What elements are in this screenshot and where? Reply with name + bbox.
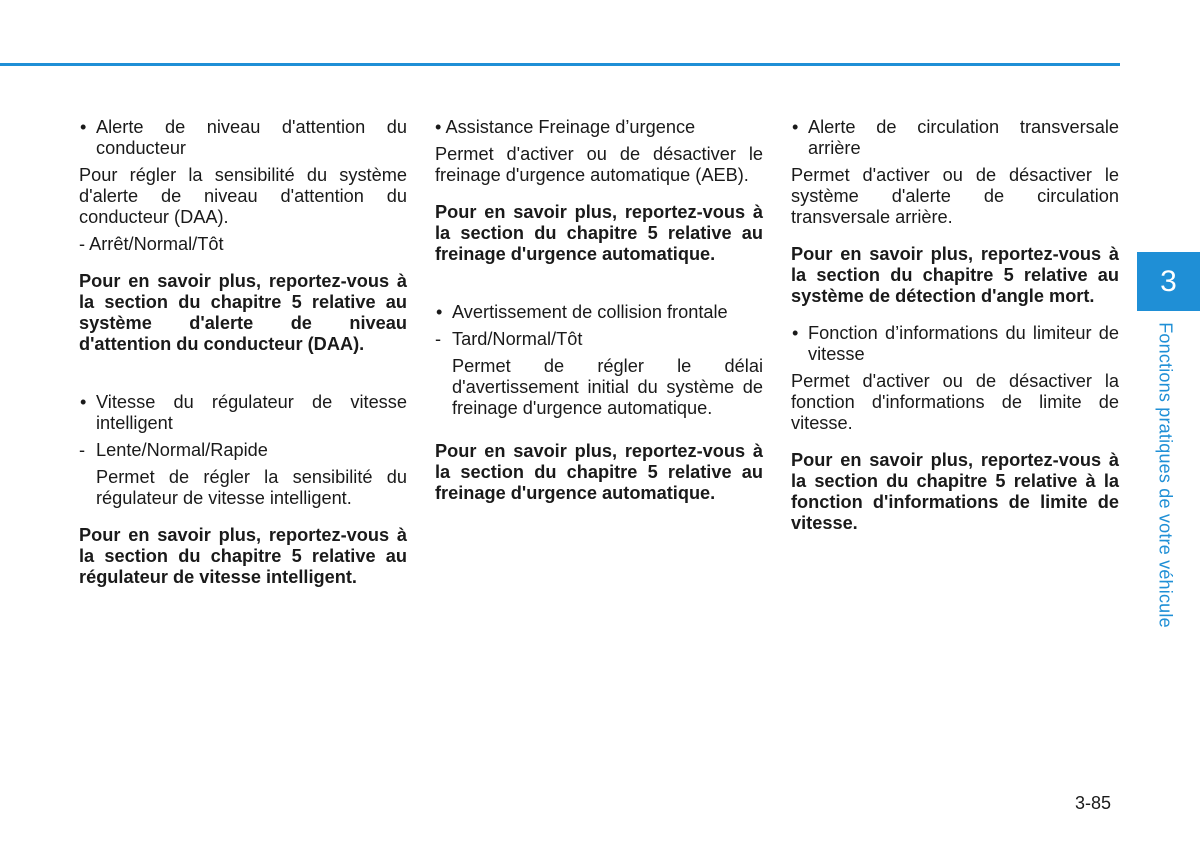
reference-note: Pour en savoir plus, reportez-vous à la section du chapitre 5 relative au freinage d'urgence automatique.: [435, 202, 763, 264]
bullet-marker: •: [792, 323, 799, 343]
item-label: Alerte de niveau d'attention du conducteur: [96, 117, 407, 158]
item-label: Avertissement de collision frontale: [452, 302, 728, 322]
bullet-item: [791, 323, 1119, 365]
item-description: Permet de régler la sensibilité du régulateur de vitesse intelligent.: [96, 467, 407, 508]
item-description: Permet de régler le délai d'avertissement initial du système de freinage d'urgence automatique.: [452, 356, 763, 418]
bullet-marker: •: [792, 117, 799, 137]
header-rule: [0, 63, 1120, 66]
item-options: Tard/Normal/Tôt: [452, 329, 583, 349]
bullet-marker: •: [435, 117, 442, 137]
bullet-item: [435, 302, 763, 323]
item-description: Permet d'activer ou de désactiver le freinage d'urgence automatique (AEB).: [435, 144, 763, 185]
dash-marker: -: [79, 440, 86, 460]
item-label: Fonction d’informations du limiteur de vitesse: [808, 323, 1119, 364]
dash-item: [435, 329, 763, 350]
item-options: Lente/Normal/Rapide: [96, 440, 268, 460]
reference-note: Pour en savoir plus, reportez-vous à la section du chapitre 5 relative au système d'alerte de niveau d'attention du conducteur (DAA).: [79, 271, 407, 354]
item-description: Permet d'activer ou de désactiver la fonction d'informations de limite de vitesse.: [791, 371, 1119, 433]
column-1: [79, 117, 407, 594]
bullet-marker: •: [80, 392, 87, 412]
bullet-item: [79, 392, 407, 434]
bullet-marker: •: [80, 117, 87, 137]
dash-item: [79, 440, 407, 461]
chapter-number: 3: [1160, 264, 1177, 298]
column-2: [435, 117, 763, 510]
bullet-item: [791, 117, 1119, 159]
reference-note: Pour en savoir plus, reportez-vous à la section du chapitre 5 relative au système de détection d'angle mort.: [791, 244, 1119, 306]
item-description: Permet d'activer ou de désactiver le système d'alerte de circulation transversale arrière.: [791, 165, 1119, 227]
bullet-marker: •: [436, 302, 443, 322]
reference-note: Pour en savoir plus, reportez-vous à la section du chapitre 5 relative au régulateur de vitesse intelligent.: [79, 525, 407, 587]
dash-marker: -: [435, 329, 442, 349]
item-label: Vitesse du régulateur de vitesse intelligent: [96, 392, 407, 433]
reference-note: Pour en savoir plus, reportez-vous à la section du chapitre 5 relative à la fonction d'informations de limite de vitesse.: [791, 450, 1119, 533]
chapter-title: Fonctions pratiques de votre véhicule: [1155, 322, 1176, 628]
page-number: 3-85: [1075, 793, 1112, 813]
item-label: Alerte de circulation transversale arrière: [808, 117, 1119, 158]
bullet-item: [79, 117, 407, 159]
chapter-tab: [1137, 252, 1200, 311]
bullet-item: [435, 117, 763, 138]
item-label: Assistance Freinage d’urgence: [445, 117, 696, 137]
reference-note: Pour en savoir plus, reportez-vous à la section du chapitre 5 relative au freinage d'urgence automatique.: [435, 441, 763, 503]
item-description: Pour régler la sensibilité du système d'alerte de niveau d'attention du conducteur (DAA).: [79, 165, 407, 227]
column-3: [791, 117, 1119, 540]
item-options: - Arrêt/Normal/Tôt: [79, 234, 224, 254]
